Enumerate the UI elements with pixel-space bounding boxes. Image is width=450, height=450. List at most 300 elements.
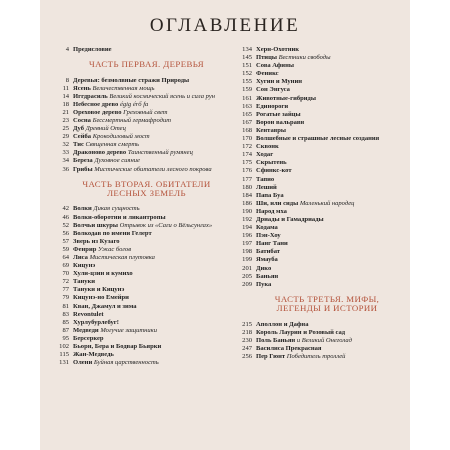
entry-subtitle: Таинственный румянец [127,149,193,157]
page-number: 4 [65,46,69,53]
page-number: 155 [242,78,252,86]
entry-title: Предисловие [73,46,112,53]
toc-entry[interactable] [233,353,403,361]
entry-title: Дико [256,264,272,272]
page-number: 11 [62,84,69,92]
entry-title: Драконово дерево [73,149,127,157]
toc-entry[interactable] [233,159,403,167]
entry-text [73,77,225,85]
entry-title: Лиса [73,254,88,261]
entry-text [256,135,403,143]
page-number: 72 [62,278,69,286]
toc-entry[interactable] [50,262,225,270]
page-number: 29 [62,133,69,141]
toc-entry[interactable] [50,109,225,117]
entry-subtitle: Бессмертный гермафродит [92,116,171,124]
entry-text [73,319,225,327]
entry-title: Волкодав по имени Гелерт [73,229,152,237]
entry-title: Ворон вальравн [256,118,305,126]
entry-subtitle: égig érő fa [119,100,149,108]
entry-text [73,359,225,367]
entry-text [256,200,403,208]
page-number: 194 [242,224,252,232]
entry-title: Медведи [73,326,99,334]
page-number: 64 [62,254,69,261]
page-number: 46 [62,213,69,221]
entry-subtitle: Великий космический ясень и сила рун [109,92,215,100]
entry-text [73,46,225,54]
entry-text [256,192,403,200]
entry-subtitle: Отрывок из «Саги о Вёльсунгах» [119,221,213,229]
toc-entry[interactable] [50,77,225,85]
entry-subtitle: Буйная царственность [93,359,159,367]
toc-entry[interactable] [50,238,225,246]
entry-subtitle: Маленький народец [299,199,355,207]
page-number: 131 [59,359,69,367]
entry-title: Нанг Тани [256,240,288,248]
page-number: 209 [242,280,252,288]
entry-text [73,351,225,359]
page-number: 151 [242,62,252,70]
toc-entry[interactable] [50,319,225,327]
entry-title: Деревья: безмолвные стражи Природы [73,76,190,84]
toc-entry[interactable] [50,303,225,311]
entry-text [256,127,403,135]
toc-entry[interactable] [233,224,403,232]
entry-text [256,224,403,232]
entry-subtitle: Ужас богов [98,245,132,253]
entry-title: Волки-оборотни и ликантропы [73,213,166,221]
entry-title: Леший [256,183,277,191]
toc-entry[interactable] [233,46,403,54]
entry-text [73,343,225,351]
entry-title: Тануки [73,278,96,286]
page-number: 230 [242,336,252,344]
toc-entry[interactable] [50,101,225,109]
page-number: 161 [242,94,252,102]
entry-text [256,143,403,151]
entry-text [73,109,225,117]
entry-text [256,184,403,192]
page-number: 168 [242,126,252,134]
entry-text [73,278,225,286]
toc-entry[interactable] [50,166,225,174]
entry-text [256,248,403,256]
toc-entry[interactable] [50,343,225,351]
entry-subtitle: Крокодиловый мост [92,133,150,141]
toc-entry[interactable] [50,85,225,93]
entry-text [256,86,403,94]
toc-entry[interactable] [50,133,225,141]
toc-entry[interactable] [233,135,403,143]
entry-title: Тапио [256,175,275,183]
entry-title: Ходаг [256,151,274,159]
entry-title: Revontulet [73,310,104,318]
toc-entry[interactable] [233,200,403,208]
entry-title: Фенрир [73,245,97,253]
toc-entry[interactable] [233,119,403,127]
entry-text [256,70,403,78]
toc-entry[interactable] [233,321,403,329]
entry-text [73,125,225,133]
toc-entry[interactable] [233,151,403,159]
entry-text [73,294,225,302]
page-number: 177 [242,175,252,183]
toc-entry[interactable] [233,54,403,62]
page-number: 14 [62,92,69,100]
entry-title: Кодама [256,224,278,232]
entry-title: Народ мха [256,207,287,215]
entry-text [73,149,225,157]
toc-entry[interactable] [233,103,403,111]
page-number: 33 [62,149,69,157]
toc-entry[interactable] [233,167,403,175]
page-number: 42 [62,205,69,213]
page-number: 85 [62,318,69,326]
entry-text [73,238,225,246]
entry-text [256,54,403,62]
entry-title: Волшебные и страшные лесные создания [256,135,380,143]
toc-entry[interactable] [233,176,403,184]
toc-entry[interactable] [50,117,225,125]
entry-text [256,353,403,361]
page-title: ОГЛАВЛЕНИЕ [149,15,301,36]
entry-title: Хули-цзин и кумихо [73,270,133,278]
entry-title: Ореховое дерево [73,108,122,116]
toc-entry[interactable] [233,95,403,103]
entry-text [73,141,225,149]
page-number: 59 [62,245,69,253]
entry-text [73,214,225,222]
toc-entry[interactable] [50,46,225,54]
entry-title: Папа Буа [256,191,284,199]
entry-title: Баньян [256,272,279,280]
page-number: 186 [242,199,252,207]
entry-title: Кицунэ-но Емейри [73,294,129,302]
part-heading [50,180,225,199]
entry-subtitle: Мистические обитатели лесного покрова [94,165,212,173]
page-number: 247 [242,344,252,352]
page-number: 180 [242,183,252,191]
toc-entry[interactable] [50,141,225,149]
entry-title: Берсеркер [73,334,104,342]
page-number: 18 [62,100,69,108]
toc-entry[interactable] [50,149,225,157]
entry-text [256,273,403,281]
page-number: 196 [242,232,252,240]
entry-subtitle: Могучие защитники [100,326,157,334]
entry-title: Ямауба [256,256,278,264]
entry-title: Ши, или сиды [256,199,299,207]
entry-text [73,303,225,311]
part-heading-line: ЧАСТЬ ПЕРВАЯ. ДЕРЕВЬЯ [88,59,205,70]
entry-text [256,208,403,216]
toc-entry[interactable] [50,93,225,101]
entry-text [73,286,225,294]
entry-title: Аполлон и Дафна [256,320,309,328]
entry-title: Пер Гюнт [256,353,286,360]
entry-title: Кван, Джамул и зима [73,302,137,310]
entry-text [73,327,225,335]
entry-subtitle: Духовное сияние [94,157,140,165]
entry-subtitle: Древний Отец [85,125,126,133]
page-number: 192 [242,215,252,223]
page-number: 176 [242,167,252,175]
toc-entry[interactable] [50,359,225,367]
toc-entry[interactable] [50,230,225,238]
entry-title: Дриады и Гамадриады [256,215,324,223]
toc-entry[interactable] [233,232,403,240]
entry-text [73,101,225,109]
page-number: 23 [62,116,69,124]
toc-entry[interactable] [233,256,403,264]
toc-page [40,0,410,450]
entry-title: Небесное древо [73,100,119,108]
entry-title: Грибы [73,165,93,173]
toc-column-right [233,46,403,361]
entry-title: Жан-Медведь [73,351,114,359]
page-number: 25 [62,125,69,133]
page-number: 145 [242,54,252,62]
entry-text [256,159,403,167]
toc-entry[interactable] [50,311,225,319]
entry-title: Сон Энгуса [256,86,290,94]
entry-title: Дуб [73,125,84,133]
page-number: 134 [242,46,252,53]
entry-title: Феникс [256,70,279,78]
entry-title: Батибат [256,248,281,256]
page-number: 115 [59,351,69,359]
part-heading-line: ЛЕСНЫХ ЗЕМЕЛЬ [107,188,186,199]
entry-title: Сова Афины [256,62,294,70]
page-number: 102 [59,343,69,351]
entry-text [256,78,403,86]
page-number: 36 [62,165,69,173]
toc-entry[interactable] [233,184,403,192]
entry-text [256,240,403,248]
toc-entry[interactable] [233,208,403,216]
part-heading [50,60,225,69]
entry-text [256,119,403,127]
page-number: 197 [242,240,252,248]
page-number: 175 [242,159,252,167]
page-number: 56 [62,229,69,237]
page-number: 83 [62,310,69,318]
entry-title: Пэн-Хоу [256,232,281,240]
entry-subtitle: Вестники свободы [278,54,331,62]
page-number: 95 [62,334,69,342]
entry-title: Зверь из Кузаго [73,237,120,245]
entry-text [73,246,225,254]
toc-entry[interactable] [50,335,225,343]
toc-entry[interactable] [233,345,403,353]
entry-text [256,176,403,184]
toc-entry[interactable] [233,143,403,151]
part-heading-line: ЧАСТЬ ТРЕТЬЯ. МИФЫ, [274,293,380,304]
page-number: 256 [242,353,252,360]
toc-entry[interactable] [233,337,403,345]
page-number: 165 [242,110,252,118]
entry-title: Сквонк [256,143,279,151]
toc-entry[interactable] [50,294,225,302]
entry-text [256,329,403,337]
toc-entry[interactable] [50,254,225,262]
entry-title: Олени [73,359,93,367]
entry-subtitle: Победитель троллей [286,353,346,360]
page-number: 172 [242,143,252,151]
entry-text [256,62,403,70]
page-number: 21 [62,108,69,116]
entry-text [73,117,225,125]
entry-text [256,345,403,353]
entry-title: Василиса Прекрасная [256,344,322,352]
entry-text [256,265,403,273]
entry-text [73,230,225,238]
toc-entry[interactable] [50,327,225,335]
page-number: 201 [242,264,252,272]
entry-title: Тануки и Кицунэ [73,286,125,294]
page-number: 77 [62,286,69,294]
entry-subtitle: Величественная мощь [92,84,155,92]
entry-subtitle: Мистическая плутовка [89,254,155,261]
entry-title: Волчьи шкуры [73,221,119,229]
toc-entry[interactable] [50,214,225,222]
entry-text [73,222,225,230]
entry-text [73,166,225,174]
entry-title: Сосна [73,116,91,124]
toc-entry[interactable] [233,86,403,94]
entry-title: Сейба [73,133,92,141]
entry-title: Херн-Охотник [256,46,300,53]
page-number: 205 [242,272,252,280]
entry-text [73,85,225,93]
toc-column-left [50,46,225,367]
toc-entry[interactable] [233,281,403,289]
page-number: 81 [62,302,69,310]
toc-entry[interactable] [233,265,403,273]
entry-title: Хурлубурлебуг! [73,318,119,326]
entry-title: Хугин и Мунин [256,78,302,86]
toc-entry[interactable] [233,216,403,224]
entry-title: Король Лаурин и Розовый сад [256,328,346,336]
toc-entry[interactable] [50,125,225,133]
entry-title: Тис [73,141,84,149]
toc-entry[interactable] [233,111,403,119]
entry-subtitle: Греховный свет [123,108,168,116]
entry-title: Рогатые зайцы [256,110,301,118]
toc-entry[interactable] [233,240,403,248]
entry-subtitle: Дикая сущность [93,205,140,213]
entry-text [256,167,403,175]
entry-text [256,151,403,159]
toc-entry[interactable] [50,278,225,286]
entry-text [73,311,225,319]
toc-entry[interactable] [233,329,403,337]
entry-text [256,95,403,103]
entry-title: Птицы [256,54,277,62]
page-number: 57 [62,237,69,245]
page-number: 8 [65,76,69,84]
entry-subtitle: Священная смерть [85,141,140,149]
entry-title: Сфинкс-кот [256,167,292,175]
page-number: 215 [242,320,252,328]
entry-text [73,133,225,141]
entry-title: Животные-гибриды [256,94,316,102]
page-number: 167 [242,118,252,126]
toc-entry[interactable] [233,273,403,281]
page-number: 199 [242,256,252,264]
page-number: 52 [62,221,69,229]
toc-entry[interactable] [50,222,225,230]
entry-text [256,256,403,264]
toc-entry[interactable] [50,270,225,278]
entry-title: Иггдрасиль [73,92,108,100]
page-number: 34 [62,157,69,165]
entry-text [256,103,403,111]
page-number: 174 [242,151,252,159]
entry-text [256,281,403,289]
entry-title: Скрытень [256,159,287,167]
page-number: 184 [242,191,252,199]
entry-title: Кентавры [256,126,287,134]
toc-entry[interactable] [50,205,225,213]
toc-entry[interactable] [50,157,225,165]
page-number: 159 [242,86,252,94]
page-number: 170 [242,135,252,143]
entry-text [256,46,403,54]
entry-text [256,337,403,345]
page-number: 69 [62,262,69,270]
page-number: 163 [242,102,252,110]
page-number: 152 [242,70,252,78]
entry-text [73,93,225,101]
page-number: 79 [62,294,69,302]
entry-text [73,335,225,343]
page-number: 190 [242,207,252,215]
entry-text [256,232,403,240]
part-heading-line: ЛЕГЕНДЫ И ИСТОРИИ [276,303,378,314]
toc-entry[interactable] [233,192,403,200]
entry-text [256,216,403,224]
entry-title: Береза [73,157,93,165]
entry-title: Ясень [73,84,91,92]
part-heading [233,295,403,314]
toc-entry[interactable] [50,351,225,359]
page-number: 198 [242,248,252,256]
page-number: 218 [242,328,252,336]
entry-title: Пука [256,280,272,288]
toc-entry[interactable] [233,78,403,86]
page-number: 87 [62,326,69,334]
entry-text [73,157,225,165]
toc-entry[interactable] [233,70,403,78]
toc-entry[interactable] [233,248,403,256]
entry-title: Поль Баньян [256,336,296,344]
entry-text [256,111,403,119]
toc-entry[interactable] [50,246,225,254]
entry-text [73,262,225,270]
page-number: 32 [62,141,69,149]
toc-entry[interactable] [233,62,403,70]
toc-entry[interactable] [50,286,225,294]
entry-text [73,205,225,213]
entry-subtitle: и Великий Онеголад [296,336,352,344]
toc-entry[interactable] [233,127,403,135]
entry-title: Бьорн, Бера и Бодвар Бьярки [73,343,162,351]
page-number: 70 [62,270,69,278]
entry-title: Кицунэ [73,262,96,270]
entry-text [256,321,403,329]
